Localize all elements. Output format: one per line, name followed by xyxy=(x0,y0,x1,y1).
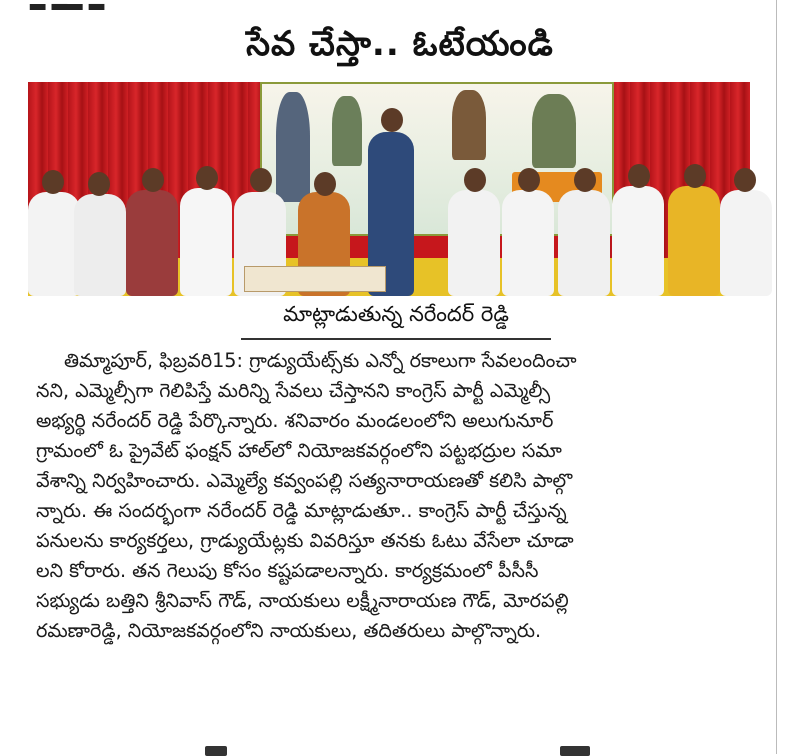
article-headline: సేవ చేస్తా.. ఓటేయండి xyxy=(246,24,554,64)
body-line: గ్రామంలో ఓ ప్రైవేట్ ఫంక్షన్ హాల్‌లో నియోజకవర్గంలోని పట్టభద్రుల సమా xyxy=(36,439,562,462)
article-photo xyxy=(28,82,750,296)
body-line: వేశాన్ని నిర్వహించారు. ఎమ్మెల్యే కవ్వంపల్లి సత్యనారాయణతో కలిసి పాల్గొ xyxy=(36,469,573,492)
article-body xyxy=(36,346,752,646)
photo-caption: మాట్లాడుతున్న నరేందర్ రెడ్డి xyxy=(241,302,551,340)
previous-article-fragment xyxy=(0,0,800,8)
body-line: లని కోరారు. తన గెలుపు కోసం కష్టపడాలన్నారు. కార్యక్రమంలో పీసీసీ xyxy=(36,559,539,582)
body-line: అభ్యర్థి నరేందర్ రెడ్డి పేర్కొన్నారు. శనివారం మండలంలోని అలుగునూర్ xyxy=(36,409,554,432)
body-line: పనులను కార్యకర్తలు, గ్రాడ్యుయేట్లకు వివరిస్తూ తనకు ఓటు వేసేలా చూడా xyxy=(36,529,574,552)
body-line: తిమ్మాపూర్, ఫిబ్రవరి15: గ్రాడ్యుయేట్స్‌కు ఎన్నో రకాలుగా సేవలందించా xyxy=(64,349,577,372)
stage-table xyxy=(244,266,386,292)
body-line: నని, ఎమ్మెల్సీగా గెలిపిస్తే మరిన్ని సేవలు చేస్తానని కాంగ్రెస్ పార్టీ ఎమ్మెల్సీ xyxy=(36,379,551,402)
body-line: రమణారెడ్డి, నియోజకవర్గంలోని నాయకులు, తదితరులు పాల్గొన్నారు. xyxy=(36,619,542,642)
body-line: సభ్యుడు బత్తిని శ్రీనివాస్ గౌడ్, నాయకులు లక్ష్మీనారాయణ గౌడ్, మోరపల్లి xyxy=(36,589,569,612)
column-divider xyxy=(776,0,777,754)
body-line: న్నారు. ఈ సందర్భంగా నరేందర్ రెడ్డి మాట్లాడుతూ.. కాంగ్రెస్ పార్టీ చేస్తున్న xyxy=(36,499,567,522)
next-article-fragment xyxy=(0,744,800,754)
